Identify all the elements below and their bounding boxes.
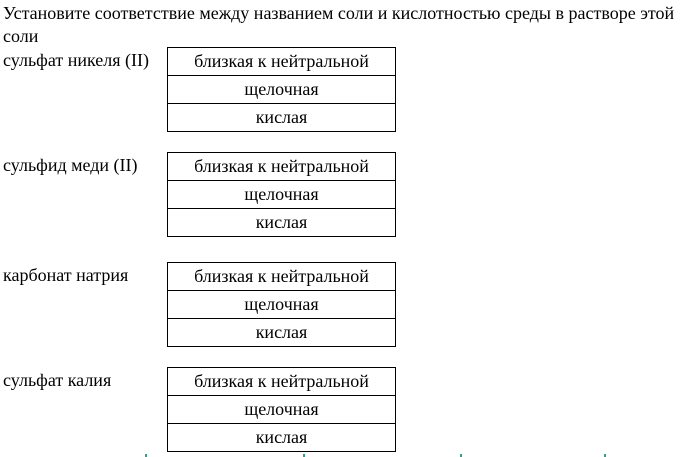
question-title: Установите соответствие между названием соли и кислотностью среды в растворе этой соли: [3, 3, 675, 46]
match-group-copper-sulfide: [3, 152, 687, 237]
match-group-sodium-carbonate: [3, 262, 687, 347]
match-group-nickel-sulfate: [3, 47, 687, 132]
option-near-neutral[interactable]: близкая к нейтральной: [168, 153, 395, 181]
options-box-nickel-sulfate: [167, 47, 396, 132]
option-alkaline[interactable]: щелочная: [168, 76, 395, 104]
option-acidic[interactable]: кислая: [168, 319, 395, 346]
option-near-neutral[interactable]: близкая к нейтральной: [168, 368, 395, 396]
option-alkaline[interactable]: щелочная: [168, 291, 395, 319]
option-acidic[interactable]: кислая: [168, 209, 395, 236]
option-near-neutral[interactable]: близкая к нейтральной: [168, 263, 395, 291]
salt-label-copper-sulfide: сульфид меди (II): [3, 155, 138, 175]
option-alkaline[interactable]: щелочная: [168, 396, 395, 424]
options-box-copper-sulfide: [167, 152, 396, 237]
option-acidic[interactable]: кислая: [168, 424, 395, 451]
option-acidic[interactable]: кислая: [168, 104, 395, 131]
option-alkaline[interactable]: щелочная: [168, 181, 395, 209]
salt-label-sodium-carbonate: карбонат натрия: [3, 265, 129, 285]
options-box-sodium-carbonate: [167, 262, 396, 347]
option-near-neutral[interactable]: близкая к нейтральной: [168, 48, 395, 76]
options-box-potassium-sulfate: [167, 367, 396, 452]
match-group-potassium-sulfate: [3, 367, 687, 452]
salt-label-nickel-sulfate: сульфат никеля (II): [3, 50, 149, 70]
salt-label-potassium-sulfate: сульфат калия: [3, 370, 112, 390]
